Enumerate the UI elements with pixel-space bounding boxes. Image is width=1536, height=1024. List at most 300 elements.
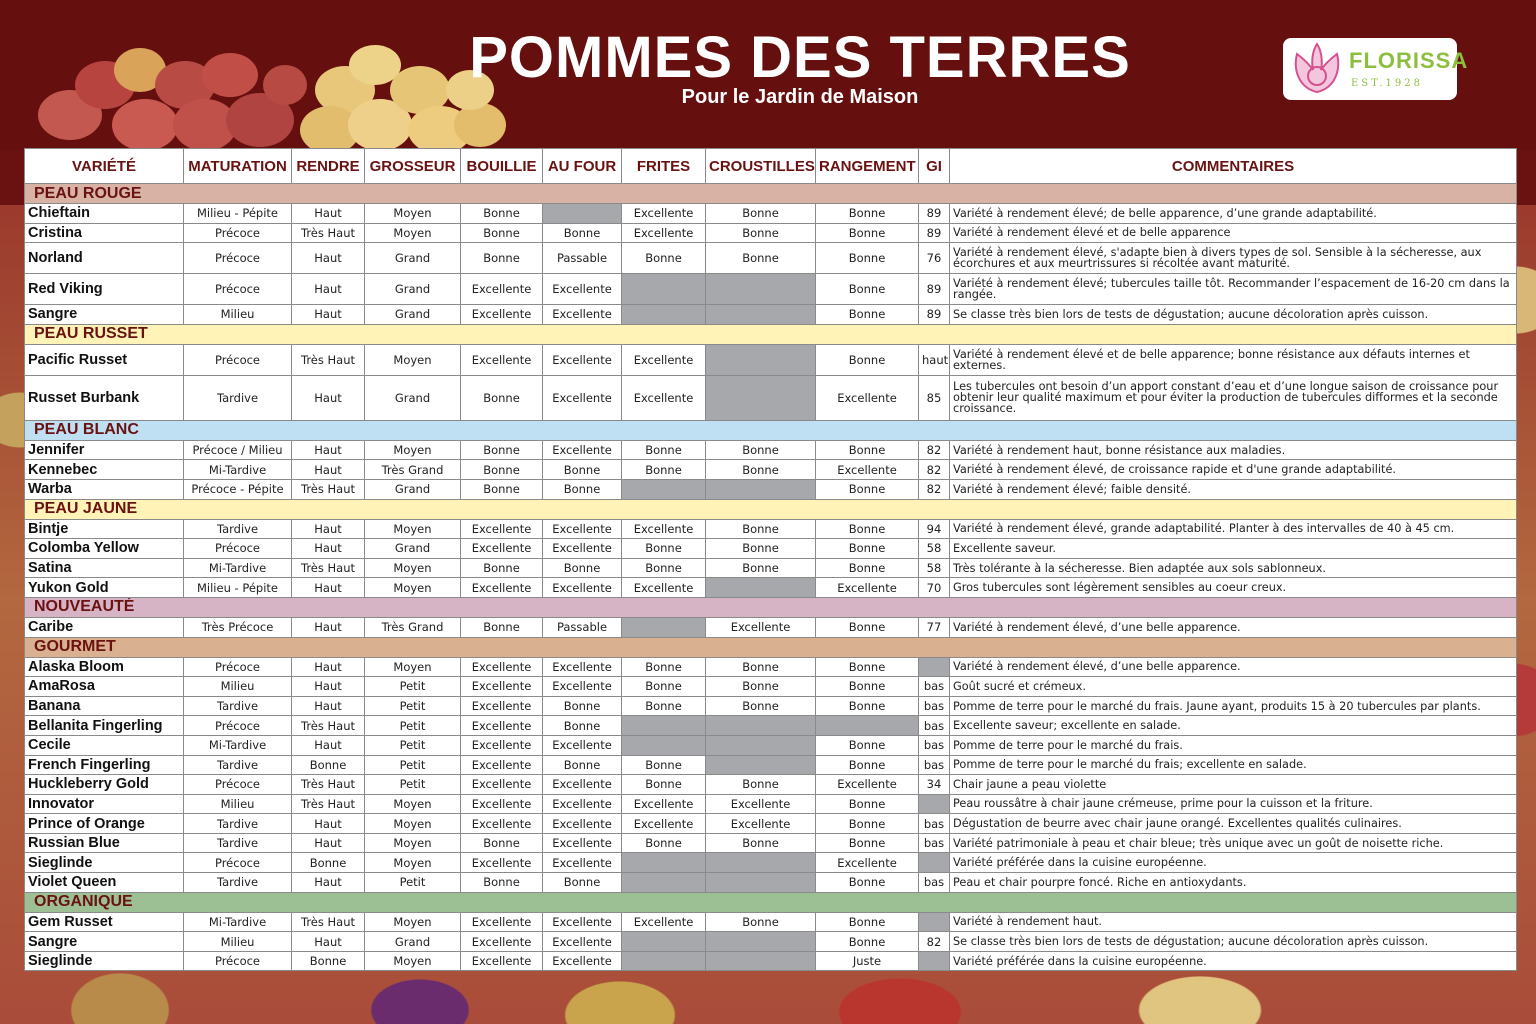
col-gi: GI	[919, 149, 950, 184]
rating-cell: Bonne	[816, 305, 919, 325]
col-variete: VARIÉTÉ	[25, 149, 184, 184]
rating-cell: Milieu	[184, 932, 292, 952]
rating-cell: Tardive	[184, 873, 292, 893]
table-row	[25, 794, 1517, 814]
rating-cell	[706, 951, 816, 971]
rating-cell: Haut	[292, 460, 365, 480]
rating-cell: Haut	[292, 243, 365, 274]
category-row	[25, 184, 1517, 204]
category-row	[25, 597, 1517, 617]
rating-cell	[706, 735, 816, 755]
category-label: ORGANIQUE	[25, 892, 1517, 912]
rating-cell	[622, 932, 706, 952]
rating-cell: Moyen	[365, 794, 461, 814]
rating-cell: Excellente	[706, 814, 816, 834]
rating-cell: Excellente	[543, 932, 622, 952]
table-row	[25, 814, 1517, 834]
table-row	[25, 375, 1517, 420]
rating-cell: Précoce	[184, 716, 292, 736]
rating-cell	[919, 657, 950, 677]
rating-cell: Bonne	[706, 657, 816, 677]
table-row	[25, 617, 1517, 637]
comment-cell: Pomme de terre pour le marché du frais; excellente en salade.	[950, 755, 1517, 775]
comment-cell: Très tolérante à la sécheresse. Bien adaptée aux sols sablonneux.	[950, 558, 1517, 578]
rating-cell	[816, 716, 919, 736]
rating-cell: Excellente	[461, 305, 543, 325]
rating-cell: Bonne	[622, 558, 706, 578]
table-row	[25, 305, 1517, 325]
col-maturation: MATURATION	[184, 149, 292, 184]
rating-cell: Milieu	[184, 677, 292, 697]
rating-cell: Excellente	[461, 932, 543, 952]
comment-cell: Variété patrimoniale à peau et chair bleue; très unique avec un goût de noisette riche.	[950, 833, 1517, 853]
rating-cell: Moyen	[365, 223, 461, 243]
rating-cell: Bonne	[461, 558, 543, 578]
col-frites: FRITES	[622, 149, 706, 184]
variety-name: Norland	[25, 243, 184, 274]
table-row	[25, 833, 1517, 853]
col-au-four: AU FOUR	[543, 149, 622, 184]
variety-name: Russet Burbank	[25, 375, 184, 420]
rating-cell: Haut	[292, 578, 365, 598]
comment-cell: Peau et chair pourpre foncé. Riche en antioxydants.	[950, 873, 1517, 893]
rating-cell: Excellente	[461, 344, 543, 375]
rating-cell: Précoce	[184, 657, 292, 677]
rating-cell: Bonne	[461, 440, 543, 460]
rating-cell: Bonne	[543, 479, 622, 499]
variety-name: Sangre	[25, 932, 184, 952]
comment-cell: Variété à rendement élevé, d’une belle apparence.	[950, 657, 1517, 677]
variety-name: Bintje	[25, 519, 184, 539]
category-row	[25, 420, 1517, 440]
rating-cell: Haut	[292, 873, 365, 893]
rating-cell: Excellente	[461, 677, 543, 697]
rating-cell: Bonne	[461, 617, 543, 637]
rating-cell: Bonne	[461, 460, 543, 480]
table-row	[25, 479, 1517, 499]
rating-cell	[706, 375, 816, 420]
rating-cell: Excellente	[816, 578, 919, 598]
rating-cell: Grand	[365, 539, 461, 559]
comment-cell: Variété à rendement élevé, grande adaptabilité. Planter à des intervalles de 40 à 45 cm.	[950, 519, 1517, 539]
rating-cell: Excellente	[461, 912, 543, 932]
rating-cell: Excellente	[622, 814, 706, 834]
rating-cell: Bonne	[292, 951, 365, 971]
category-label: PEAU ROUGE	[25, 184, 1517, 204]
rating-cell: Bonne	[706, 243, 816, 274]
rating-cell: Haut	[292, 519, 365, 539]
rating-cell	[622, 735, 706, 755]
rating-cell: bas	[919, 873, 950, 893]
rating-cell: Moyen	[365, 814, 461, 834]
rating-cell: Bonne	[816, 735, 919, 755]
rating-cell: Moyen	[365, 912, 461, 932]
variety-name: Violet Queen	[25, 873, 184, 893]
comment-cell: Dégustation de beurre avec chair jaune orangé. Excellentes qualités culinaires.	[950, 814, 1517, 834]
rating-cell: 77	[919, 617, 950, 637]
variety-name: Red Viking	[25, 274, 184, 305]
rating-cell: Excellente	[543, 735, 622, 755]
rating-cell	[622, 873, 706, 893]
table-row	[25, 440, 1517, 460]
rating-cell: Moyen	[365, 853, 461, 873]
rating-cell: 82	[919, 440, 950, 460]
rating-cell: Très Haut	[292, 479, 365, 499]
rating-cell: Excellente	[706, 617, 816, 637]
category-row	[25, 892, 1517, 912]
rating-cell: Précoce	[184, 539, 292, 559]
rating-cell	[706, 344, 816, 375]
table-header-row	[25, 149, 1517, 184]
rating-cell: Moyen	[365, 657, 461, 677]
rating-cell: Bonne	[622, 243, 706, 274]
rating-cell: Bonne	[706, 677, 816, 697]
table-row	[25, 696, 1517, 716]
rating-cell: Bonne	[706, 460, 816, 480]
variety-name: Gem Russet	[25, 912, 184, 932]
florissa-logo	[1283, 38, 1469, 100]
rating-cell: Bonne	[816, 479, 919, 499]
variety-name: AmaRosa	[25, 677, 184, 697]
rating-cell: Bonne	[706, 833, 816, 853]
comment-cell: Pomme de terre pour le marché du frais.	[950, 735, 1517, 755]
rating-cell: Tardive	[184, 519, 292, 539]
rating-cell: Excellente	[622, 912, 706, 932]
comment-cell: Variété à rendement élevé, s'adapte bien à divers types de sol. Sensible à la sécheresse, aux écorchures et aux meurtrissures si récoltée avant maturité.	[950, 243, 1517, 274]
rating-cell: Excellente	[543, 539, 622, 559]
rating-cell	[919, 912, 950, 932]
rating-cell: Excellente	[622, 794, 706, 814]
rating-cell: Tardive	[184, 755, 292, 775]
rating-cell: Précoce / Milieu	[184, 440, 292, 460]
rating-cell: Tardive	[184, 375, 292, 420]
rating-cell: Excellente	[543, 305, 622, 325]
rating-cell: Bonne	[816, 519, 919, 539]
rating-cell: Tardive	[184, 814, 292, 834]
comment-cell: Variété préférée dans la cuisine européenne.	[950, 853, 1517, 873]
rating-cell: Excellente	[543, 519, 622, 539]
rating-cell: Bonne	[461, 223, 543, 243]
variety-name: Satina	[25, 558, 184, 578]
rating-cell: Bonne	[543, 460, 622, 480]
col-rangement: RANGEMENT	[816, 149, 919, 184]
rating-cell: Bonne	[461, 479, 543, 499]
rating-cell: Tardive	[184, 696, 292, 716]
logo-established: EST.1928	[1351, 78, 1423, 89]
rating-cell: Haut	[292, 305, 365, 325]
rating-cell: Excellente	[622, 344, 706, 375]
rating-cell: Grand	[365, 479, 461, 499]
rating-cell: Excellente	[461, 578, 543, 598]
rating-cell: Excellente	[543, 912, 622, 932]
variety-name: French Fingerling	[25, 755, 184, 775]
comment-cell: Variété à rendement haut, bonne résistance aux maladies.	[950, 440, 1517, 460]
rating-cell: 89	[919, 204, 950, 224]
comment-cell: Chair jaune a peau violette	[950, 775, 1517, 795]
rating-cell: Haut	[292, 814, 365, 834]
rating-cell: Bonne	[816, 657, 919, 677]
rating-cell: Mi-Tardive	[184, 912, 292, 932]
variety-name: Sieglinde	[25, 951, 184, 971]
rating-cell: Bonne	[816, 204, 919, 224]
col-grosseur: GROSSEUR	[365, 149, 461, 184]
rating-cell: Petit	[365, 873, 461, 893]
rating-cell: Bonne	[706, 440, 816, 460]
comment-cell: Goût sucré et crémeux.	[950, 677, 1517, 697]
rating-cell: Très Haut	[292, 912, 365, 932]
table-row	[25, 716, 1517, 736]
rating-cell: Petit	[365, 677, 461, 697]
rating-cell: Précoce	[184, 344, 292, 375]
rating-cell	[706, 853, 816, 873]
rating-cell: Petit	[365, 696, 461, 716]
rating-cell: Haut	[292, 440, 365, 460]
category-label: GOURMET	[25, 637, 1517, 657]
category-label: PEAU JAUNE	[25, 499, 1517, 519]
rating-cell: Excellente	[461, 794, 543, 814]
table-row	[25, 519, 1517, 539]
table-row	[25, 657, 1517, 677]
rating-cell: Excellente	[461, 755, 543, 775]
rating-cell: Bonne	[292, 755, 365, 775]
rating-cell: Moyen	[365, 578, 461, 598]
variety-name: Jennifer	[25, 440, 184, 460]
rating-cell	[622, 617, 706, 637]
rating-cell: 58	[919, 558, 950, 578]
rating-cell: Bonne	[816, 223, 919, 243]
rating-cell: Excellente	[461, 696, 543, 716]
variety-name: Colomba Yellow	[25, 539, 184, 559]
rating-cell: Bonne	[622, 696, 706, 716]
category-label: NOUVEAUTÉ	[25, 597, 1517, 617]
col-rendre: RENDRE	[292, 149, 365, 184]
rating-cell: Bonne	[461, 833, 543, 853]
rating-cell: Bonne	[461, 243, 543, 274]
category-label: PEAU RUSSET	[25, 324, 1517, 344]
rating-cell: 89	[919, 274, 950, 305]
category-label: PEAU BLANC	[25, 420, 1517, 440]
rating-cell: Bonne	[816, 696, 919, 716]
table-row	[25, 539, 1517, 559]
rating-cell: Excellente	[816, 775, 919, 795]
rating-cell	[706, 755, 816, 775]
rating-cell: Bonne	[622, 775, 706, 795]
rating-cell	[919, 794, 950, 814]
rating-cell: Excellente	[543, 794, 622, 814]
rating-cell: Haut	[292, 204, 365, 224]
rating-cell: Milieu - Pépite	[184, 578, 292, 598]
logo-name: FLORISSA	[1349, 48, 1469, 73]
variety-name: Pacific Russet	[25, 344, 184, 375]
rating-cell: Excellente	[543, 853, 622, 873]
variety-name: Sangre	[25, 305, 184, 325]
rating-cell: Très Haut	[292, 775, 365, 795]
rating-cell: Moyen	[365, 833, 461, 853]
rating-cell: Excellente	[543, 578, 622, 598]
rating-cell: bas	[919, 677, 950, 697]
rating-cell	[622, 305, 706, 325]
rating-cell: Haut	[292, 696, 365, 716]
table-row	[25, 460, 1517, 480]
rating-cell: Excellente	[461, 735, 543, 755]
rating-cell: Très Haut	[292, 558, 365, 578]
rating-cell: Excellente	[543, 344, 622, 375]
comment-cell: Variété à rendement élevé et de belle apparence	[950, 223, 1517, 243]
rating-cell: Bonne	[816, 274, 919, 305]
comment-cell: Variété à rendement élevé, de croissance rapide et d'une grande adaptabilité.	[950, 460, 1517, 480]
comment-cell: Se classe très bien lors de tests de dégustation; aucune décoloration après cuisson.	[950, 305, 1517, 325]
rating-cell: Petit	[365, 716, 461, 736]
variety-name: Innovator	[25, 794, 184, 814]
rating-cell: Haut	[292, 735, 365, 755]
rating-cell: Bonne	[622, 833, 706, 853]
category-row	[25, 324, 1517, 344]
rating-cell: 82	[919, 479, 950, 499]
rating-cell: Précoce - Pépite	[184, 479, 292, 499]
variety-name: Caribe	[25, 617, 184, 637]
rating-cell: Excellente	[706, 794, 816, 814]
rating-cell	[622, 716, 706, 736]
variety-name: Huckleberry Gold	[25, 775, 184, 795]
table-row	[25, 344, 1517, 375]
rating-cell: Bonne	[622, 677, 706, 697]
rating-cell: bas	[919, 735, 950, 755]
rating-cell: Excellente	[543, 677, 622, 697]
rating-cell: Moyen	[365, 519, 461, 539]
rating-cell: Très Haut	[292, 344, 365, 375]
rating-cell	[706, 479, 816, 499]
category-row	[25, 499, 1517, 519]
rating-cell	[622, 853, 706, 873]
rating-cell: Bonne	[816, 539, 919, 559]
tulip-icon	[1287, 40, 1347, 98]
variety-name: Russian Blue	[25, 833, 184, 853]
rating-cell: Bonne	[622, 755, 706, 775]
table-row	[25, 912, 1517, 932]
rating-cell: Bonne	[461, 375, 543, 420]
rating-cell: Milieu - Pépite	[184, 204, 292, 224]
rating-cell: Passable	[543, 617, 622, 637]
rating-cell: Excellente	[543, 814, 622, 834]
rating-cell: Bonne	[706, 519, 816, 539]
rating-cell	[543, 204, 622, 224]
rating-cell: Précoce	[184, 775, 292, 795]
rating-cell: Petit	[365, 775, 461, 795]
col-croustilles: CROUSTILLES	[706, 149, 816, 184]
col-bouillie: BOUILLIE	[461, 149, 543, 184]
rating-cell: Bonne	[816, 344, 919, 375]
rating-cell: haut	[919, 344, 950, 375]
rating-cell: Bonne	[816, 558, 919, 578]
rating-cell: Bonne	[706, 775, 816, 795]
rating-cell: Grand	[365, 274, 461, 305]
rating-cell	[706, 716, 816, 736]
rating-cell: Bonne	[816, 912, 919, 932]
rating-cell: Excellente	[461, 853, 543, 873]
comment-cell: Variété à rendement haut.	[950, 912, 1517, 932]
comment-cell: Peau roussâtre à chair jaune crémeuse, prime pour la cuisson et la friture.	[950, 794, 1517, 814]
comment-cell: Variété à rendement élevé; de belle apparence, d’une grande adaptabilité.	[950, 204, 1517, 224]
rating-cell: Excellente	[461, 814, 543, 834]
rating-cell: Bonne	[706, 558, 816, 578]
rating-cell	[919, 853, 950, 873]
table-row	[25, 755, 1517, 775]
rating-cell: Petit	[365, 755, 461, 775]
table-row	[25, 204, 1517, 224]
rating-cell: bas	[919, 833, 950, 853]
page-subtitle: Pour le Jardin de Maison	[681, 86, 919, 108]
rating-cell: Haut	[292, 657, 365, 677]
rating-cell: Précoce	[184, 243, 292, 274]
rating-cell: Grand	[365, 375, 461, 420]
rating-cell: Bonne	[706, 696, 816, 716]
rating-cell: Bonne	[816, 617, 919, 637]
table-row	[25, 578, 1517, 598]
page-title: POMMES DES TERRES	[469, 25, 1131, 90]
rating-cell: 70	[919, 578, 950, 598]
rating-cell: Bonne	[706, 223, 816, 243]
rating-cell: Précoce	[184, 223, 292, 243]
table-row	[25, 274, 1517, 305]
variety-name: Kennebec	[25, 460, 184, 480]
rating-cell	[706, 274, 816, 305]
variety-name: Alaska Bloom	[25, 657, 184, 677]
rating-cell	[706, 873, 816, 893]
rating-cell: Haut	[292, 375, 365, 420]
rating-cell: 89	[919, 305, 950, 325]
rating-cell: Bonne	[816, 873, 919, 893]
comment-cell: Se classe très bien lors de tests de dégustation; aucune décoloration après cuisson.	[950, 932, 1517, 952]
rating-cell: bas	[919, 755, 950, 775]
rating-cell: Milieu	[184, 305, 292, 325]
rating-cell: Bonne	[622, 539, 706, 559]
rating-cell: Bonne	[816, 243, 919, 274]
rating-cell: Bonne	[543, 558, 622, 578]
rating-cell: Bonne	[543, 223, 622, 243]
rating-cell: Excellente	[622, 375, 706, 420]
table-row	[25, 558, 1517, 578]
rating-cell	[622, 274, 706, 305]
rating-cell: Bonne	[622, 657, 706, 677]
rating-cell: Excellente	[816, 460, 919, 480]
rating-cell: Passable	[543, 243, 622, 274]
rating-cell: Bonne	[816, 755, 919, 775]
rating-cell: Excellente	[543, 375, 622, 420]
rating-cell: Excellente	[622, 578, 706, 598]
rating-cell: Excellente	[461, 539, 543, 559]
rating-cell: Grand	[365, 932, 461, 952]
rating-cell: Excellente	[622, 223, 706, 243]
variety-name: Bellanita Fingerling	[25, 716, 184, 736]
rating-cell: Excellente	[461, 274, 543, 305]
variety-name: Prince of Orange	[25, 814, 184, 834]
rating-cell: Très Haut	[292, 794, 365, 814]
rating-cell: Excellente	[461, 951, 543, 971]
rating-cell: Précoce	[184, 274, 292, 305]
table-row	[25, 223, 1517, 243]
rating-cell: Excellente	[461, 657, 543, 677]
table-row	[25, 932, 1517, 952]
variety-name: Chieftain	[25, 204, 184, 224]
comment-cell: Variété préférée dans la cuisine européenne.	[950, 951, 1517, 971]
rating-cell: Bonne	[816, 440, 919, 460]
variety-name: Banana	[25, 696, 184, 716]
rating-cell: bas	[919, 814, 950, 834]
rating-cell: Bonne	[543, 716, 622, 736]
rating-cell: Excellente	[622, 519, 706, 539]
rating-cell: Grand	[365, 305, 461, 325]
rating-cell: Excellente	[543, 657, 622, 677]
